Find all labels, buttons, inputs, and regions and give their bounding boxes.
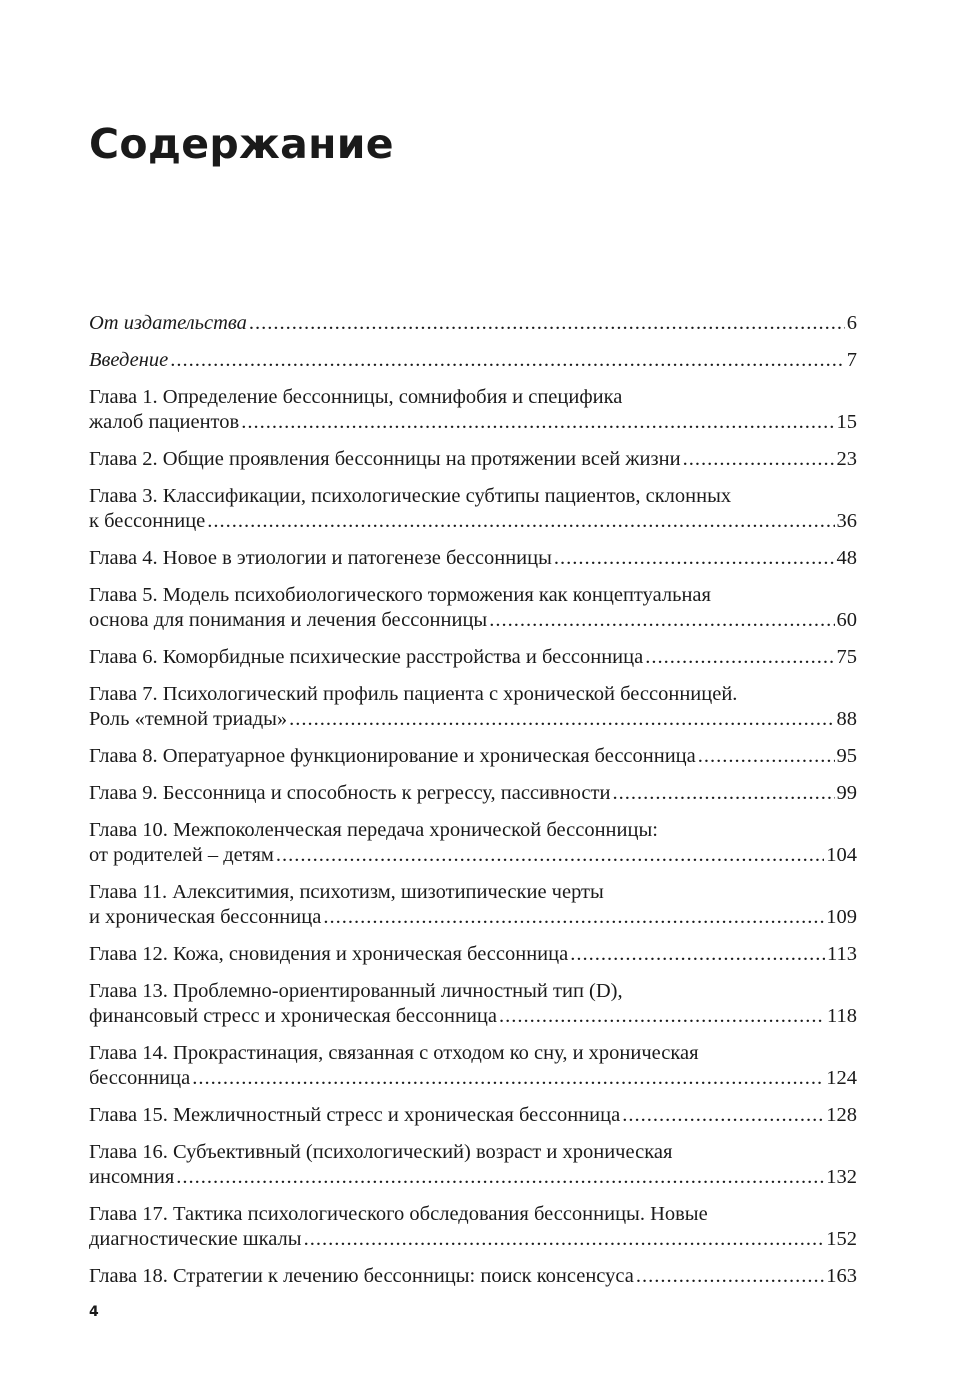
toc-entry-page: 36 xyxy=(836,510,857,532)
toc-entry-title: Глава 2. Общие проявления бессонницы на протяжении всей жизни xyxy=(89,448,681,470)
toc-entry-title: Глава 12. Кожа, сновидения и хроническая бессонница xyxy=(89,943,569,965)
dot-leader xyxy=(207,509,834,534)
toc-entry-line xyxy=(89,1004,857,1029)
toc-entry-line xyxy=(89,1066,857,1091)
toc-entry-line xyxy=(89,744,857,769)
toc-entry-page: 88 xyxy=(836,708,857,730)
toc-entry-line xyxy=(89,843,857,868)
dot-leader xyxy=(683,447,835,472)
dot-leader xyxy=(499,1004,825,1029)
toc-entry-line xyxy=(89,1165,857,1190)
toc-entry-page: 113 xyxy=(827,943,857,965)
toc-entry[interactable] xyxy=(89,781,857,806)
toc-entry-page: 60 xyxy=(836,609,857,631)
toc-entry[interactable] xyxy=(89,1264,857,1289)
toc-entry[interactable] xyxy=(89,1140,857,1190)
toc-entry[interactable] xyxy=(89,1041,857,1091)
toc-entry-line xyxy=(89,707,857,732)
toc-entry-page: 6 xyxy=(846,312,857,334)
toc-entry-line xyxy=(89,781,857,806)
toc-entry-page: 128 xyxy=(826,1104,857,1126)
toc-entry-title-line: Глава 7. Психологический профиль пациента с хронической бессонницей. xyxy=(89,683,738,705)
toc-entry-page: 23 xyxy=(836,448,857,470)
toc-entry[interactable] xyxy=(89,1202,857,1252)
toc-entry-title: диагностические шкалы xyxy=(89,1228,302,1250)
dot-leader xyxy=(636,1264,824,1289)
dot-leader xyxy=(192,1066,824,1091)
toc-entry[interactable] xyxy=(89,645,857,670)
dot-leader xyxy=(489,608,834,633)
toc-entry-title: к бессоннице xyxy=(89,510,206,532)
dot-leader xyxy=(622,1103,824,1128)
toc-entry-line xyxy=(89,1227,857,1252)
toc-entry[interactable] xyxy=(89,447,857,472)
toc-entry-page: 109 xyxy=(826,906,857,928)
toc-entry-title: финансовый стресс и хроническая бессонница xyxy=(89,1005,497,1027)
toc-entry[interactable] xyxy=(89,1103,857,1128)
dot-leader xyxy=(289,707,834,732)
dot-leader xyxy=(323,905,824,930)
dot-leader xyxy=(570,942,825,967)
toc-entry-title: Введение xyxy=(89,349,169,371)
toc-entry-title-line: Глава 1. Определение бессонницы, сомнифобия и специфика xyxy=(89,386,623,408)
toc-entry[interactable] xyxy=(89,583,857,633)
toc-entry[interactable] xyxy=(89,348,857,373)
toc-entry-page: 132 xyxy=(826,1166,857,1188)
dot-leader xyxy=(645,645,834,670)
toc-entry-line xyxy=(89,942,857,967)
toc-entry-title: бессонница xyxy=(89,1067,191,1089)
toc-entry[interactable] xyxy=(89,385,857,435)
toc-entry-title-line: Глава 11. Алекситимия, психотизм, шизотипические черты xyxy=(89,881,604,903)
toc-entry-title: основа для понимания и лечения бессонницы xyxy=(89,609,488,631)
dot-leader xyxy=(176,1165,824,1190)
toc-entry-title: Глава 4. Новое в этиологии и патогенезе бессонницы xyxy=(89,547,552,569)
toc-entry-title-line: Глава 10. Межпоколенческая передача хронической бессонницы: xyxy=(89,819,658,841)
dot-leader xyxy=(304,1227,825,1252)
dot-leader xyxy=(612,781,834,806)
toc-entry-title: Глава 9. Бессонница и способность к регрессу, пассивности xyxy=(89,782,611,804)
toc-entry-title: и хроническая бессонница xyxy=(89,906,322,928)
toc-entry-title-line: Глава 14. Прокрастинация, связанная с отходом ко сну, и хроническая xyxy=(89,1042,699,1064)
toc-entry[interactable] xyxy=(89,484,857,534)
toc-entry-title-line: Глава 16. Субъективный (психологический) возраст и хроническая xyxy=(89,1141,673,1163)
dot-leader xyxy=(170,348,845,373)
toc-entry-line xyxy=(89,1264,857,1289)
toc-entry-title: от родителей – детям xyxy=(89,844,274,866)
toc-entry-page: 152 xyxy=(826,1228,857,1250)
toc-entry-title: инсомния xyxy=(89,1166,175,1188)
toc-entry-page: 163 xyxy=(826,1265,857,1287)
toc-entry-line xyxy=(89,1103,857,1128)
toc-entry-title: Глава 18. Стратегии к лечению бессонницы: поиск консенсуса xyxy=(89,1265,634,1287)
toc-entry-title-line: Глава 5. Модель психобиологического торможения как концептуальная xyxy=(89,584,711,606)
toc-entry[interactable] xyxy=(89,880,857,930)
page-title: Содержание xyxy=(89,120,394,168)
toc-entry-line xyxy=(89,608,857,633)
toc-entry-page: 48 xyxy=(836,547,857,569)
toc-entry-line xyxy=(89,905,857,930)
toc-entry-title: жалоб пациентов xyxy=(89,411,240,433)
toc-entry-title: Глава 8. Оператуарное функционирование и хроническая бессонница xyxy=(89,745,696,767)
toc-entry-title: От издательства xyxy=(89,312,247,334)
dot-leader xyxy=(276,843,824,868)
page-number: 4 xyxy=(89,1304,99,1320)
toc-entry-line xyxy=(89,645,857,670)
dot-leader xyxy=(249,311,845,336)
toc-entry-page: 7 xyxy=(846,349,857,371)
dot-leader xyxy=(698,744,835,769)
toc-entry-title-line: Глава 13. Проблемно-ориентированный личностный тип (D), xyxy=(89,980,623,1002)
toc-entry-line xyxy=(89,348,857,373)
toc-entry-title-line: Глава 17. Тактика психологического обследования бессонницы. Новые xyxy=(89,1203,708,1225)
toc-entry[interactable] xyxy=(89,979,857,1029)
toc-entry-line xyxy=(89,447,857,472)
toc-entry[interactable] xyxy=(89,311,857,336)
toc-entry[interactable] xyxy=(89,546,857,571)
toc-entry[interactable] xyxy=(89,818,857,868)
toc-entry-page: 75 xyxy=(836,646,857,668)
toc-entry-page: 95 xyxy=(836,745,857,767)
toc-entry[interactable] xyxy=(89,744,857,769)
dot-leader xyxy=(241,410,834,435)
toc-entry-title-line: Глава 3. Классификации, психологические субтипы пациентов, склонных xyxy=(89,485,732,507)
toc-entry-line xyxy=(89,410,857,435)
toc-entry-page: 124 xyxy=(826,1067,857,1089)
toc-entry-page: 15 xyxy=(836,411,857,433)
toc-entry-title: Глава 6. Коморбидные психические расстройства и бессонница xyxy=(89,646,644,668)
toc-entry-line xyxy=(89,311,857,336)
dot-leader xyxy=(554,546,835,571)
table-of-contents xyxy=(89,311,857,1301)
toc-entry-line xyxy=(89,509,857,534)
toc-entry-title: Глава 15. Межличностный стресс и хроническая бессонница xyxy=(89,1104,621,1126)
toc-entry[interactable] xyxy=(89,682,857,732)
toc-entry-page: 104 xyxy=(826,844,857,866)
toc-entry-page: 99 xyxy=(836,782,857,804)
toc-entry-title: Роль «темной триады» xyxy=(89,708,288,730)
toc-entry-page: 118 xyxy=(827,1005,857,1027)
toc-entry[interactable] xyxy=(89,942,857,967)
toc-entry-line xyxy=(89,546,857,571)
